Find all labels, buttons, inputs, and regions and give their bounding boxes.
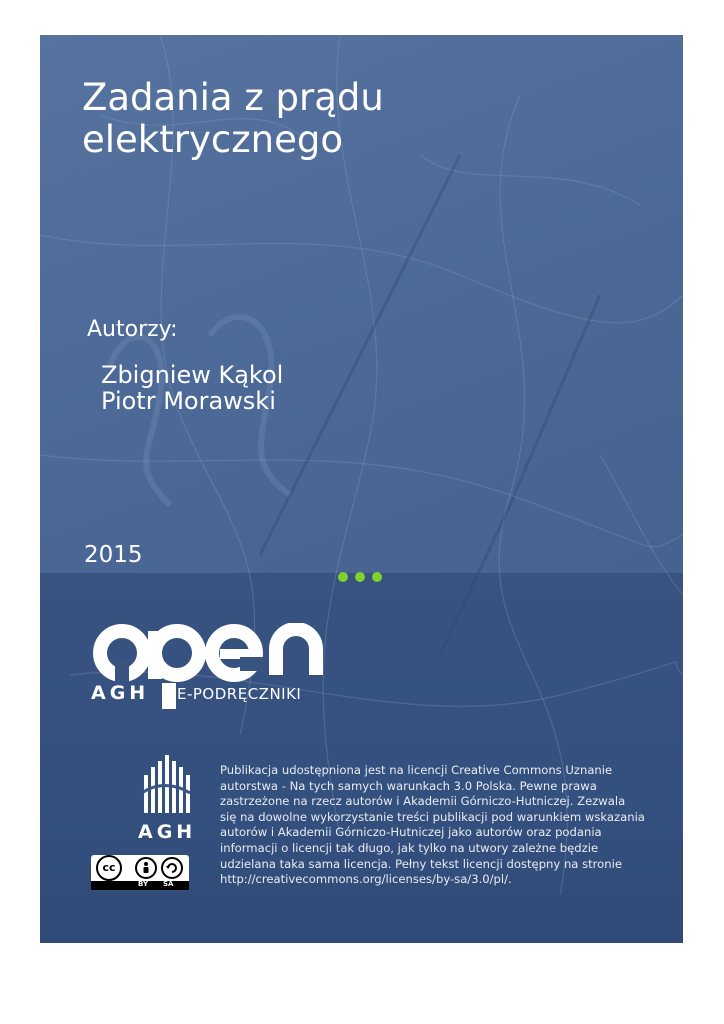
sa-share-alike-icon xyxy=(161,857,183,879)
brand-agh-text: AGH xyxy=(91,682,150,704)
brand-product-text: E-PODRĘCZNIKI xyxy=(177,685,302,703)
accent-dot xyxy=(355,572,365,582)
author-name: Zbigniew Kąkol xyxy=(101,361,284,389)
cc-icon: cc xyxy=(96,855,122,881)
cc-by-sa-badge xyxy=(91,855,189,889)
title-line-2: elektrycznego xyxy=(82,118,343,161)
book-cover xyxy=(40,35,683,943)
book-title xyxy=(82,77,602,161)
author-name: Piotr Morawski xyxy=(101,387,276,415)
agh-emblem-text: AGH xyxy=(138,821,197,843)
accent-dots xyxy=(338,567,389,579)
title-line-1: Zadania z prądu xyxy=(82,76,384,119)
by-person-icon xyxy=(135,857,157,879)
accent-dot xyxy=(372,572,382,582)
accent-dot xyxy=(338,572,348,582)
cc-sa-label: SA xyxy=(163,880,174,888)
agh-emblem-icon xyxy=(140,753,190,815)
authors-label: Autorzy: xyxy=(87,317,178,342)
license-notice: Publikacja udostępniona jest na licencji Creative Commons Uznanie autorstwa - Na tych samych warunkach 3.0 Polska. Pewne prawa zastrzeżone na rzecz autorów i Akademii Górniczo-Hutniczej. Zezwala się na dowolne wykorzystanie treści publikacji pod warunkiem wskazania autorów i Akademii Górniczo-Hutniczej jako autorów oraz podania informacji o licencji tak długo, jak tylko na utwory zależne będzie udzielana taka sama licencja. Pełny tekst licencji dostępny na stronie http://creativecommons.org/licenses/by-sa/3.0/pl/. xyxy=(220,763,645,887)
cc-by-label: BY xyxy=(138,880,149,888)
publication-year: 2015 xyxy=(84,542,143,568)
